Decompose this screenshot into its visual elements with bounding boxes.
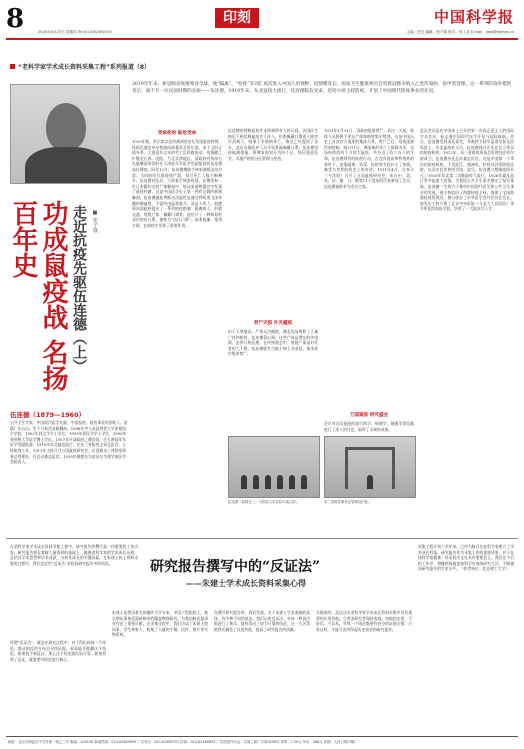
photo-caption-2: 东三省防疫事务总管理处旧址。 <box>324 500 372 504</box>
column-2b-text: 由于天寒地冻，尸体无法掩埋，城北坟场堆积了大量尸体和棺材。伍连德意识到，这些尸体是潜在的传染源，必须尽快处理。在传统观念中，焚烧尸体是对死者的大不敬。伍连德联名当地士绅上书清廷，请求准许集体焚尸。 <box>228 329 318 357</box>
section-badge: 印刻 <box>215 8 259 28</box>
paper-logo: 中国科学报 <box>433 8 514 26</box>
issue-info: 2020年4月23日 星期四 Tel:(010)62580705 <box>38 30 112 34</box>
article2-column-d: 在撰写研究报告时，我们发现，关于朱建士学术道路的选择，有多种不同的说法。我们运用反证法，对每一种说法都进行了核实，最终得出了较为可靠的结论。这一方法帮助我们避免了以讹传讹，提高了研究报告的质量。 <box>214 610 310 632</box>
photo-figure <box>277 475 283 489</box>
article-column-1 <box>132 128 222 533</box>
portrait-photo <box>10 84 120 184</box>
bio-name: 伍连德（1879—1960） <box>10 411 86 419</box>
photo-figure <box>289 475 295 489</box>
series-banner <box>10 62 150 71</box>
article2-column-b: 所谓“反证法”，就是在研究过程中，对于得出的每一个结论，都从相反的方向去寻找证据，看看能否推翻这个结论。如果找不到反证，那么这个结论就比较可靠；如果找到了反证，就需要对结论进行修正。 <box>10 640 106 662</box>
masthead <box>0 0 524 44</box>
article-column-3b <box>324 410 414 432</box>
footer-rule <box>6 736 518 737</box>
article2-subtitle: ——朱建士学术成长资料采集心得 <box>186 579 306 588</box>
column-2-text: 伍连德的判断起初并未得到所有人的认同。法国医生梅尼不相信肺鼠疫会人传人，拒绝佩戴口罩进入病房诊治病人，结果不幸染病身亡。梅尼之死震惊了各方，此后各地医护人员开始普遍佩戴口罩。伍连德坚持隔离措施，将傅家甸划分为四个区，每区派驻医官，实施严格的分区管理与检疫。 <box>228 128 318 161</box>
article2-column-c: 朱建士是我国著名的爆炸力学专家，中国工程院院士。他长期从事核武器研制中的爆轰物理研究，为我国核武器事业作出了重要贡献。在采集过程中，我们访谈了朱建士的同事、学生和家人，收集了大量的手稿、信件、照片等实物资料。 <box>112 610 208 638</box>
photo-figure <box>265 475 271 489</box>
column-1-text: 1910年秋，哈尔滨以北的满洲里首先发现鼠疫病例，疫情迅速沿中东铁路向南蔓延至哈尔滨。由于当时正值冬季，大批返乡过年的劳工沿铁路流动，疫情随之扩散至长春、沈阳，乃至京津地区。清政府外务部右丞施肇基举荐时任天津陆军军医学堂副监督的伍连德前往调查。同年12月，伍连德携助手林家瑞抵达哈尔滨。当时的哈尔滨疫情严重，每日死亡人数不断攀升。伍连德到达后，立即着手调查疫情，在傅家甸一位日本籍妇女的尸体解剖中，他从血液和器官中发现了鼠疫杆菌，这是中国医学史上第一例有记载的病理解剖。伍连德据此判断这次鼠疫是通过呼吸道飞沫传播的肺鼠疫，不需经由鼠类媒介，而是人传人。他随即向清政府提出了一系列防疫措施：隔离病人、封锁交通、焚烧尸体、佩戴口罩等。他设计了一种简易的双层纱布口罩，被称为“伍氏口罩”，成本低廉、使用方便，在防疫中发挥了重要作用。 <box>132 139 222 228</box>
intro-text: 2019年年末，新冠肺炎疫情席卷全球，使“隔离”、“检疫”等词汇再次进入中国人的视野。疫情爆发后，国家卫生健康委员会将新冠肺炎纳入乙类传染病，按甲类管理。这一系列防疫举措的背后，离不开一位民国时期的先驱——伍连德。1910年末，东北鼠疫大流行，伍连德临危受命，赴哈尔滨主持防疫，开创了中国现代防疫事业的先河。 <box>132 82 512 94</box>
article-title: 功成鼠疫战 名扬百年史 <box>8 200 68 392</box>
photo-figure <box>301 475 307 489</box>
photo-figure <box>241 475 247 489</box>
article-column-2b <box>228 318 318 408</box>
article2-column-e: 实践表明，反证法在老科学家学术成长资料采集中具有重要的应用价值。它要求研究者保持客观、审慎的态度，不轻信、不盲从，对每一个结论都要有充分的证据支撑。只有这样，才能写出经得起历史检验的研究报告。 <box>316 610 412 632</box>
photo-caption-1: 伍连德（前排左三）与防疫人员在哈尔滨合影。 <box>228 500 300 504</box>
subhead-2: 焚尸灭疫 扑灭瘟疫 <box>253 321 293 326</box>
article2-column-f: 采集工程开展十余年来，已经为数百位老科学家建立了学术成长档案。研究报告作为采集工作的重要成果，对于弘扬科学家精神、传承科学文化具有重要意义。我们在今后的工作中，将继续探索更加科学有效的研究方法，不断提高研究报告的学术水平。（作者单位：北京理工大学） <box>418 544 514 572</box>
series-marker-icon <box>10 64 15 69</box>
article-column-2 <box>228 128 318 308</box>
subhead-3: 万国鼠疫 研究盛会 <box>349 413 389 418</box>
article-subtitle: 走近抗疫先驱伍连德（上） <box>71 205 87 373</box>
byline: ■ 张子璇 <box>92 210 98 233</box>
photo-figure <box>367 475 373 489</box>
bio-text: 公共卫生学家，中国现代医学先驱，中国检疫、防疫事业的创始人。祖籍广东台山，生于马来西亚槟榔屿。1896年考入英国剑桥大学伊曼纽尔学院，1902年获文学学士学位，1903年获医学学士学位，1905年获剑桥大学医学博士学位。1907年应清政府之邀回国，任天津陆军军医学堂副监督。1910年东北鼠疫流行，任东三省防疫全权总医官，主持防疫工作，1911年主持召开万国鼠疫研究会。后创建东三省防疫事务总管理处，任总办兼总医官。1935年被提名为诺贝尔生理学或医学奖候选人。 <box>10 420 128 465</box>
masthead-rule <box>6 38 518 40</box>
page-number: 8 <box>6 4 25 34</box>
article2-column-a: 在老科学家学术成长资料采集工程中，研究报告的撰写是一项重要的工作内容。研究报告要在掌握大量资料的基础上，梳理老科学家的学术成长历程，总结其学术思想和学术成就，分析其成长的关键因素。在朱建士院士资料采集的过程中，我们尝试用“反证法”来检验研究报告中的结论。 <box>10 544 138 566</box>
editor-info: 主编／李芸 编辑／张子璇 校对／何工录 E-mail：jdsb@stimes.cn <box>406 30 514 34</box>
portrait-body <box>25 147 107 184</box>
section-divider <box>6 538 518 539</box>
subhead-1: 受命赴哈 临危受命 <box>157 131 197 136</box>
historical-photo-group <box>228 436 320 498</box>
article-column-4 <box>420 128 514 533</box>
article-column-3 <box>324 128 414 408</box>
intro-box <box>132 82 512 118</box>
column-3-text: 1911年1月31日，清政府批准焚尸。从这一天起，防疫人员将两千余具尸体和棺材集中焚烧。这是中国历史上首次官方批准的集体火葬。焚尸之后，疫情逐渐得到控制。到3月1日，傅家甸的死亡人数降为零。这场持续约四个月的大鼠疫，共夺去了约六万人的生命。伍连德领导的防疫行动，在没有疫苗和特效药的条件下，依靠隔离、消毒、检疫等手段扑灭了疫情，被誉为世界防疫史上的奇迹。1911年4月，在奉天（今沈阳）召开了万国鼠疫研究会，来自中、美、英、法、德、日、俄等11个国家的代表参加了会议，伍连德被推举为会议主席。 <box>324 128 414 189</box>
portrait-head <box>46 103 86 151</box>
photo-figure <box>253 475 259 489</box>
historical-photo-building <box>324 436 416 498</box>
footer-info: 地址：北京市海淀区中关村南一条乙三号 邮编：100190 新闻热线：010-62580699 广告发行：010-62580707 传真：010-62580693 广告经营许可证：京海工商广字第0036号 零售：1.50元 年价：288元 印刷：人民日报印刷厂 <box>8 740 358 744</box>
column-3b-text: 会议对这次鼠疫的流行病学、病理学、细菌学等问题进行了深入的讨论，取得了丰硕的成果。 <box>324 421 414 432</box>
series-banner-text: “老科学家学术成长资料采集工程”系列报道（8） <box>18 64 151 71</box>
column-4-text: 此次会议是在中国本土召开的第一次真正意义上的国际学术会议，标志着中国现代医学开始与国际接轨。会后，伍连德受到清廷嘉奖，并被授予陆军蓝翎军衔及医科进士。东北鼠疫扑灭后，伍连德建议在东北设立常设的防疫机构。1912年，东三省防疫事务总管理处在哈尔滨成立，伍连德出任总办兼总医官。这是中国第一个常设的防疫机构，下设滨江、满洲里、拉哈苏苏等防疫医院，以及实验室和图书馆。此后，伍连德又相继组织扑灭了1920年东北第二次肺鼠疫大流行、1926年霍乱流行等多起重大疫情，为我国公共卫生事业奠定了坚实基础。伍连德一生致力于推动中国现代医学和公共卫生事业的发展，他主持收回了海港检疫主权，创建了全国海港检疫管理处，参与创办了中华医学会并任首任会长。他先后主持兴建了北京中央医院（今北大人民医院）等多所医院和医学院，培养了一大批医学人才。 <box>420 128 514 212</box>
article2-title: 研究报告撰写中的“反证法” <box>150 559 321 575</box>
